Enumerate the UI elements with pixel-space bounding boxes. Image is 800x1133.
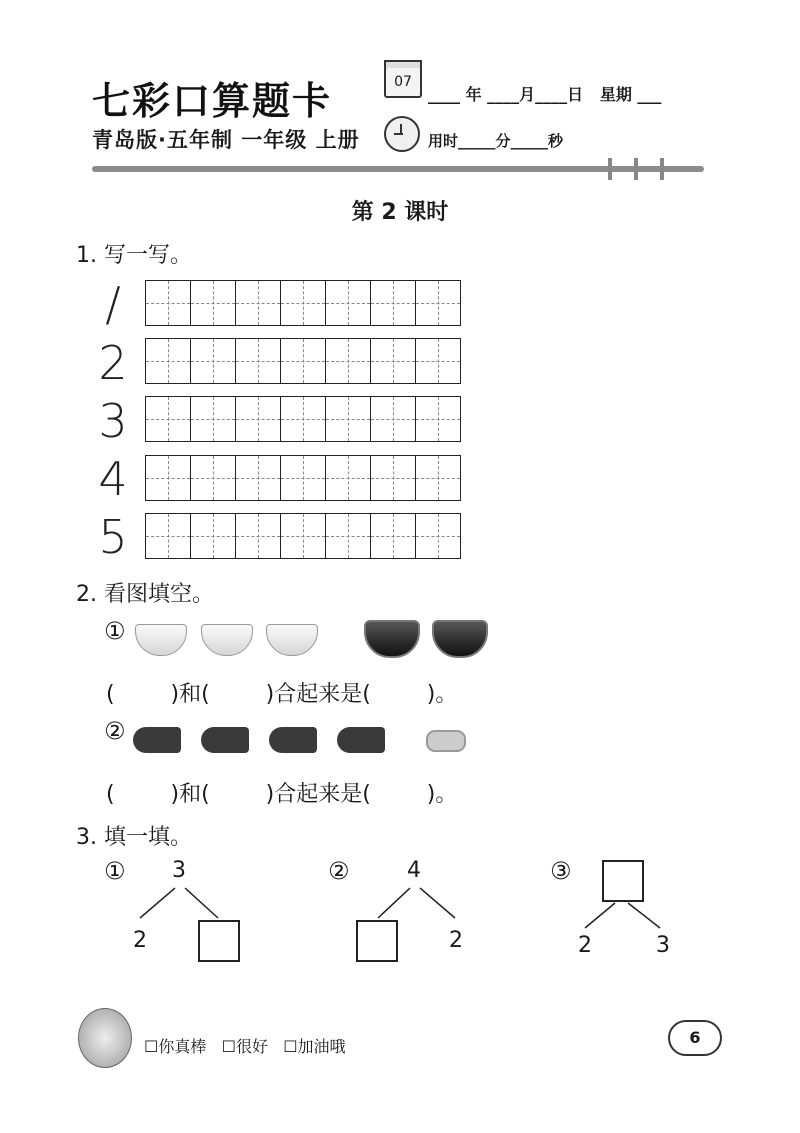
trace-digit: 3	[98, 394, 128, 448]
dark-bowl-icon	[432, 620, 488, 658]
trace-digit: /	[105, 277, 121, 331]
page-number: 6	[668, 1020, 722, 1056]
item-marker: ③	[550, 857, 572, 885]
small-whistle-icon	[426, 730, 466, 752]
whistle-icon	[133, 727, 181, 753]
time-line: 用时_____分_____秒	[428, 132, 564, 150]
white-bowl-icon	[266, 624, 318, 656]
answer-box[interactable]	[198, 920, 240, 962]
writing-grid-row[interactable]	[145, 513, 461, 559]
white-bowl-icon	[135, 624, 187, 656]
item-marker: ①	[104, 617, 126, 645]
fill-sentence[interactable]: ( )和( )合起来是( )。	[106, 782, 458, 807]
bond-right-value: 3	[656, 933, 670, 958]
header-divider	[92, 166, 704, 172]
section-3-title: 3. 填一填。	[76, 825, 192, 850]
trace-digit: 2	[98, 336, 128, 390]
divider-peg	[660, 158, 664, 180]
bond-top-value: 4	[407, 858, 421, 883]
section-1-title: 1. 写一写。	[76, 243, 192, 268]
writing-grid-row[interactable]	[145, 396, 461, 442]
whistle-icon	[201, 727, 249, 753]
whistle-icon	[269, 727, 317, 753]
trace-digit: 4	[98, 452, 128, 506]
item-marker: ①	[104, 857, 126, 885]
date-line: ____ 年 ____月____日 星期 ___	[428, 85, 662, 104]
dark-bowl-icon	[364, 620, 420, 658]
edition-label: 青岛版·五年制 一年级 上册	[92, 128, 360, 152]
item-marker: ②	[328, 857, 350, 885]
section-2-title: 2. 看图填空。	[76, 582, 214, 607]
writing-grid-row[interactable]	[145, 280, 461, 326]
bond-left-value: 2	[578, 933, 592, 958]
clock-icon	[384, 116, 420, 152]
trace-digit: 5	[98, 510, 128, 564]
whistle-icon	[337, 727, 385, 753]
white-bowl-icon	[201, 624, 253, 656]
answer-box[interactable]	[602, 860, 644, 902]
fill-sentence[interactable]: ( )和( )合起来是( )。	[106, 682, 458, 707]
answer-box[interactable]	[356, 920, 398, 962]
divider-peg	[634, 158, 638, 180]
brand-title: 七彩口算题卡	[92, 78, 333, 123]
item-marker: ②	[104, 717, 126, 745]
writing-grid-row[interactable]	[145, 455, 461, 501]
lesson-title: 第 2 课时	[351, 200, 449, 225]
self-rating[interactable]: ☐你真棒 ☐很好 ☐加油哦	[144, 1037, 346, 1056]
calendar-icon: 07	[384, 66, 422, 98]
mascot-illustration	[78, 1008, 132, 1068]
bond-left-value: 2	[133, 928, 147, 953]
bond-right-value: 2	[449, 928, 463, 953]
bond-top-value: 3	[172, 858, 186, 883]
divider-peg	[608, 158, 612, 180]
writing-grid-row[interactable]	[145, 338, 461, 384]
